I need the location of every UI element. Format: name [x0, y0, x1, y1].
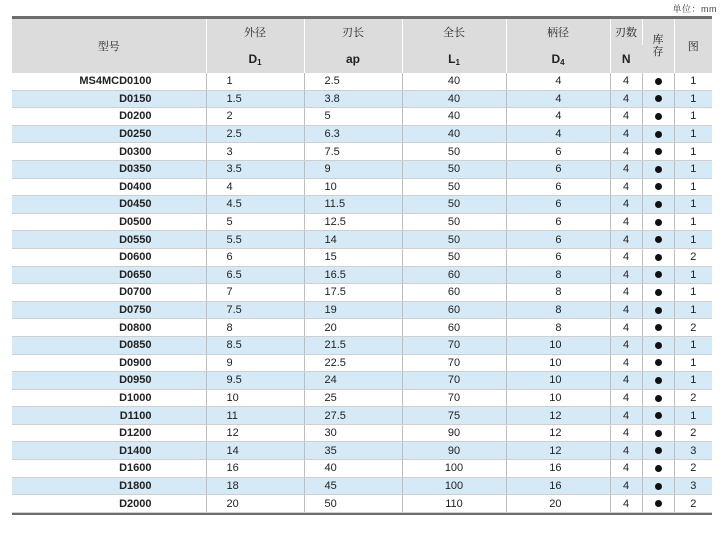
outer-diameter-cell: 2 [206, 108, 304, 126]
outer-diameter-cell: 2.5 [206, 125, 304, 143]
figure-cell: 1 [674, 90, 712, 108]
model-cell: D0500 [12, 213, 206, 231]
table-row [12, 495, 712, 513]
total-length-cell: 60 [402, 284, 506, 302]
shank-diameter-cell: 4 [506, 125, 610, 143]
filled-circle-icon [655, 183, 662, 190]
flutes-cell: 4 [610, 108, 642, 126]
blade-length-cell: 9 [304, 160, 402, 178]
total-length-cell: 100 [402, 460, 506, 478]
flutes-cell: 4 [610, 389, 642, 407]
header-blade-length: 刃长 [304, 19, 402, 45]
flutes-cell: 4 [610, 125, 642, 143]
model-cell: D1400 [12, 442, 206, 460]
table-row [12, 336, 712, 354]
model-cell: D0250 [12, 125, 206, 143]
model-cell: D1800 [12, 477, 206, 495]
shank-diameter-cell: 8 [506, 266, 610, 284]
header-figure: 图 [674, 19, 712, 73]
header-d4-symbol: $D_4$ [506, 45, 610, 73]
total-length-cell: 60 [402, 301, 506, 319]
spec-table [12, 19, 712, 513]
flutes-cell: 4 [610, 407, 642, 425]
flutes-cell: 4 [610, 143, 642, 161]
total-length-cell: 90 [402, 442, 506, 460]
total-length-cell: 70 [402, 389, 506, 407]
stock-cell [642, 196, 674, 214]
filled-circle-icon [655, 148, 662, 155]
blade-length-cell: 2.5 [304, 73, 402, 90]
table-row [12, 178, 712, 196]
flutes-cell: 4 [610, 477, 642, 495]
shank-diameter-cell: 6 [506, 231, 610, 249]
blade-length-cell: 22.5 [304, 354, 402, 372]
table-row [12, 372, 712, 390]
stock-cell [642, 354, 674, 372]
blade-length-cell: 14 [304, 231, 402, 249]
flutes-cell: 4 [610, 160, 642, 178]
outer-diameter-cell: 11 [206, 407, 304, 425]
table-row [12, 301, 712, 319]
total-length-cell: 50 [402, 213, 506, 231]
table-row [12, 231, 712, 249]
stock-cell [642, 477, 674, 495]
model-cell: D0400 [12, 178, 206, 196]
blade-length-cell: 10 [304, 178, 402, 196]
header-stock-line2: 存 [652, 46, 664, 58]
shank-diameter-cell: 12 [506, 424, 610, 442]
outer-diameter-cell: 5 [206, 213, 304, 231]
blade-length-cell: 50 [304, 495, 402, 513]
stock-cell [642, 284, 674, 302]
figure-cell: 2 [674, 460, 712, 478]
outer-diameter-cell: 12 [206, 424, 304, 442]
model-cell: D0700 [12, 284, 206, 302]
flutes-cell: 4 [610, 196, 642, 214]
blade-length-cell: 25 [304, 389, 402, 407]
header-outer-diameter: 外径 [206, 19, 304, 45]
figure-cell: 1 [674, 178, 712, 196]
figure-cell: 1 [674, 108, 712, 126]
blade-length-cell: 6.3 [304, 125, 402, 143]
model-cell: MS4MCD0100 [12, 73, 206, 90]
shank-diameter-cell: 8 [506, 301, 610, 319]
table-row [12, 90, 712, 108]
shank-diameter-cell: 8 [506, 284, 610, 302]
blade-length-cell: 19 [304, 301, 402, 319]
total-length-cell: 70 [402, 336, 506, 354]
total-length-cell: 50 [402, 178, 506, 196]
blade-length-cell: 24 [304, 372, 402, 390]
figure-cell: 1 [674, 407, 712, 425]
stock-cell [642, 248, 674, 266]
outer-diameter-cell: 8 [206, 319, 304, 337]
table-row [12, 108, 712, 126]
table-row [12, 160, 712, 178]
table-row [12, 143, 712, 161]
model-cell: D0550 [12, 231, 206, 249]
shank-diameter-cell: 10 [506, 389, 610, 407]
shank-diameter-cell: 20 [506, 495, 610, 513]
header-flutes: 刃数 [610, 19, 642, 45]
outer-diameter-cell: 16 [206, 460, 304, 478]
table-row [12, 424, 712, 442]
shank-diameter-cell: 4 [506, 73, 610, 90]
filled-circle-icon [655, 483, 662, 490]
blade-length-cell: 7.5 [304, 143, 402, 161]
stock-cell [642, 90, 674, 108]
table-row [12, 213, 712, 231]
model-cell: D1600 [12, 460, 206, 478]
header-stock-line1: 库 [652, 34, 664, 46]
blade-length-cell: 27.5 [304, 407, 402, 425]
filled-circle-icon [655, 359, 662, 366]
shank-diameter-cell: 6 [506, 213, 610, 231]
stock-cell [642, 73, 674, 90]
blade-length-cell: 5 [304, 108, 402, 126]
total-length-cell: 70 [402, 354, 506, 372]
filled-circle-icon [655, 201, 662, 208]
outer-diameter-cell: 6 [206, 248, 304, 266]
outer-diameter-cell: 3.5 [206, 160, 304, 178]
total-length-cell: 60 [402, 266, 506, 284]
model-cell: D1000 [12, 389, 206, 407]
flutes-cell: 4 [610, 424, 642, 442]
stock-cell [642, 495, 674, 513]
shank-diameter-cell: 6 [506, 178, 610, 196]
table-row [12, 284, 712, 302]
outer-diameter-cell: 7 [206, 284, 304, 302]
blade-length-cell: 35 [304, 442, 402, 460]
outer-diameter-cell: 14 [206, 442, 304, 460]
flutes-cell: 4 [610, 231, 642, 249]
model-cell: D0950 [12, 372, 206, 390]
shank-diameter-cell: 6 [506, 160, 610, 178]
model-cell: D0800 [12, 319, 206, 337]
shank-diameter-cell: 8 [506, 319, 610, 337]
filled-circle-icon [655, 236, 662, 243]
stock-cell [642, 319, 674, 337]
outer-diameter-cell: 9.5 [206, 372, 304, 390]
shank-diameter-cell: 16 [506, 460, 610, 478]
header-total-length: 全长 [402, 19, 506, 45]
table-row [12, 354, 712, 372]
figure-cell: 3 [674, 477, 712, 495]
total-length-cell: 50 [402, 196, 506, 214]
stock-cell [642, 266, 674, 284]
flutes-cell: 4 [610, 73, 642, 90]
filled-circle-icon [655, 430, 662, 437]
outer-diameter-cell: 1.5 [206, 90, 304, 108]
total-length-cell: 75 [402, 407, 506, 425]
blade-length-cell: 21.5 [304, 336, 402, 354]
stock-cell [642, 301, 674, 319]
figure-cell: 1 [674, 160, 712, 178]
stock-cell [642, 372, 674, 390]
shank-diameter-cell: 16 [506, 477, 610, 495]
shank-diameter-cell: 10 [506, 336, 610, 354]
stock-cell [642, 442, 674, 460]
spec-table-wrapper [12, 16, 712, 515]
outer-diameter-cell: 6.5 [206, 266, 304, 284]
filled-circle-icon [655, 395, 662, 402]
figure-cell: 2 [674, 248, 712, 266]
figure-cell: 1 [674, 231, 712, 249]
filled-circle-icon [655, 324, 662, 331]
model-cell: D0750 [12, 301, 206, 319]
header-stock [642, 19, 674, 73]
model-cell: D0900 [12, 354, 206, 372]
filled-circle-icon [655, 307, 662, 314]
figure-cell: 1 [674, 73, 712, 90]
shank-diameter-cell: 12 [506, 407, 610, 425]
shank-diameter-cell: 12 [506, 442, 610, 460]
filled-circle-icon [655, 95, 662, 102]
table-row [12, 266, 712, 284]
unit-label: 单位：mm [672, 4, 717, 14]
flutes-cell: 4 [610, 354, 642, 372]
figure-cell: 2 [674, 495, 712, 513]
table-row [12, 196, 712, 214]
figure-cell: 1 [674, 196, 712, 214]
outer-diameter-cell: 8.5 [206, 336, 304, 354]
total-length-cell: 50 [402, 143, 506, 161]
flutes-cell: 4 [610, 460, 642, 478]
figure-cell: 1 [674, 354, 712, 372]
figure-cell: 1 [674, 125, 712, 143]
filled-circle-icon [655, 254, 662, 261]
filled-circle-icon [655, 289, 662, 296]
model-cell: D0850 [12, 336, 206, 354]
figure-cell: 1 [674, 372, 712, 390]
filled-circle-icon [655, 113, 662, 120]
stock-cell [642, 213, 674, 231]
filled-circle-icon [655, 377, 662, 384]
stock-cell [642, 460, 674, 478]
total-length-cell: 60 [402, 319, 506, 337]
outer-diameter-cell: 3 [206, 143, 304, 161]
model-cell: D0350 [12, 160, 206, 178]
flutes-cell: 4 [610, 495, 642, 513]
total-length-cell: 90 [402, 424, 506, 442]
table-row [12, 73, 712, 90]
bottom-rule [12, 513, 712, 515]
stock-cell [642, 424, 674, 442]
flutes-cell: 4 [610, 178, 642, 196]
outer-diameter-cell: 18 [206, 477, 304, 495]
model-cell: D2000 [12, 495, 206, 513]
figure-cell: 2 [674, 319, 712, 337]
filled-circle-icon [655, 447, 662, 454]
blade-length-cell: 40 [304, 460, 402, 478]
model-cell: D1100 [12, 407, 206, 425]
model-cell: D0600 [12, 248, 206, 266]
blade-length-cell: 45 [304, 477, 402, 495]
outer-diameter-cell: 1 [206, 73, 304, 90]
model-cell: D1200 [12, 424, 206, 442]
filled-circle-icon [655, 166, 662, 173]
figure-cell: 2 [674, 389, 712, 407]
total-length-cell: 110 [402, 495, 506, 513]
total-length-cell: 50 [402, 231, 506, 249]
total-length-cell: 40 [402, 125, 506, 143]
figure-cell: 1 [674, 336, 712, 354]
blade-length-cell: 17.5 [304, 284, 402, 302]
model-cell: D0150 [12, 90, 206, 108]
blade-length-cell: 30 [304, 424, 402, 442]
total-length-cell: 50 [402, 160, 506, 178]
filled-circle-icon [655, 219, 662, 226]
outer-diameter-cell: 9 [206, 354, 304, 372]
flutes-cell: 4 [610, 248, 642, 266]
stock-cell [642, 125, 674, 143]
table-row [12, 407, 712, 425]
stock-cell [642, 108, 674, 126]
total-length-cell: 70 [402, 372, 506, 390]
filled-circle-icon [655, 78, 662, 85]
stock-cell [642, 160, 674, 178]
shank-diameter-cell: 10 [506, 354, 610, 372]
table-row [12, 248, 712, 266]
model-cell: D0450 [12, 196, 206, 214]
filled-circle-icon [655, 500, 662, 507]
table-header [12, 19, 712, 73]
outer-diameter-cell: 4 [206, 178, 304, 196]
stock-cell [642, 336, 674, 354]
flutes-cell: 4 [610, 319, 642, 337]
shank-diameter-cell: 4 [506, 90, 610, 108]
flutes-cell: 4 [610, 90, 642, 108]
outer-diameter-cell: 10 [206, 389, 304, 407]
total-length-cell: 40 [402, 73, 506, 90]
outer-diameter-cell: 20 [206, 495, 304, 513]
table-row [12, 319, 712, 337]
outer-diameter-cell: 7.5 [206, 301, 304, 319]
table-row [12, 460, 712, 478]
table-row [12, 442, 712, 460]
model-cell: D0300 [12, 143, 206, 161]
figure-cell: 1 [674, 266, 712, 284]
filled-circle-icon [655, 465, 662, 472]
flutes-cell: 4 [610, 284, 642, 302]
blade-length-cell: 3.8 [304, 90, 402, 108]
figure-cell: 2 [674, 424, 712, 442]
shank-diameter-cell: 6 [506, 248, 610, 266]
filled-circle-icon [655, 271, 662, 278]
stock-cell [642, 143, 674, 161]
blade-length-cell: 11.5 [304, 196, 402, 214]
total-length-cell: 50 [402, 248, 506, 266]
outer-diameter-cell: 4.5 [206, 196, 304, 214]
blade-length-cell: 15 [304, 248, 402, 266]
figure-cell: 3 [674, 442, 712, 460]
stock-cell [642, 407, 674, 425]
table-row [12, 389, 712, 407]
table-body [12, 73, 712, 512]
figure-cell: 1 [674, 284, 712, 302]
table-row [12, 125, 712, 143]
header-shank-diameter: 柄径 [506, 19, 610, 45]
blade-length-cell: 20 [304, 319, 402, 337]
total-length-cell: 100 [402, 477, 506, 495]
model-cell: D0200 [12, 108, 206, 126]
total-length-cell: 40 [402, 90, 506, 108]
outer-diameter-cell: 5.5 [206, 231, 304, 249]
stock-cell [642, 178, 674, 196]
flutes-cell: 4 [610, 213, 642, 231]
blade-length-cell: 12.5 [304, 213, 402, 231]
flutes-cell: 4 [610, 372, 642, 390]
stock-cell [642, 389, 674, 407]
shank-diameter-cell: 6 [506, 143, 610, 161]
shank-diameter-cell: 10 [506, 372, 610, 390]
shank-diameter-cell: 6 [506, 196, 610, 214]
flutes-cell: 4 [610, 301, 642, 319]
model-cell: D0650 [12, 266, 206, 284]
header-n-symbol: N [610, 45, 642, 73]
flutes-cell: 4 [610, 336, 642, 354]
header-d1-symbol: $D_1$ [206, 45, 304, 73]
filled-circle-icon [655, 342, 662, 349]
flutes-cell: 4 [610, 266, 642, 284]
header-l1-symbol: $L_1$ [402, 45, 506, 73]
table-row [12, 477, 712, 495]
figure-cell: 1 [674, 213, 712, 231]
filled-circle-icon [655, 131, 662, 138]
figure-cell: 1 [674, 143, 712, 161]
stock-cell [642, 231, 674, 249]
figure-cell: 1 [674, 301, 712, 319]
header-ap-symbol: ap [304, 45, 402, 73]
shank-diameter-cell: 4 [506, 108, 610, 126]
header-model: 型号 [12, 19, 206, 73]
total-length-cell: 40 [402, 108, 506, 126]
filled-circle-icon [655, 412, 662, 419]
blade-length-cell: 16.5 [304, 266, 402, 284]
flutes-cell: 4 [610, 442, 642, 460]
